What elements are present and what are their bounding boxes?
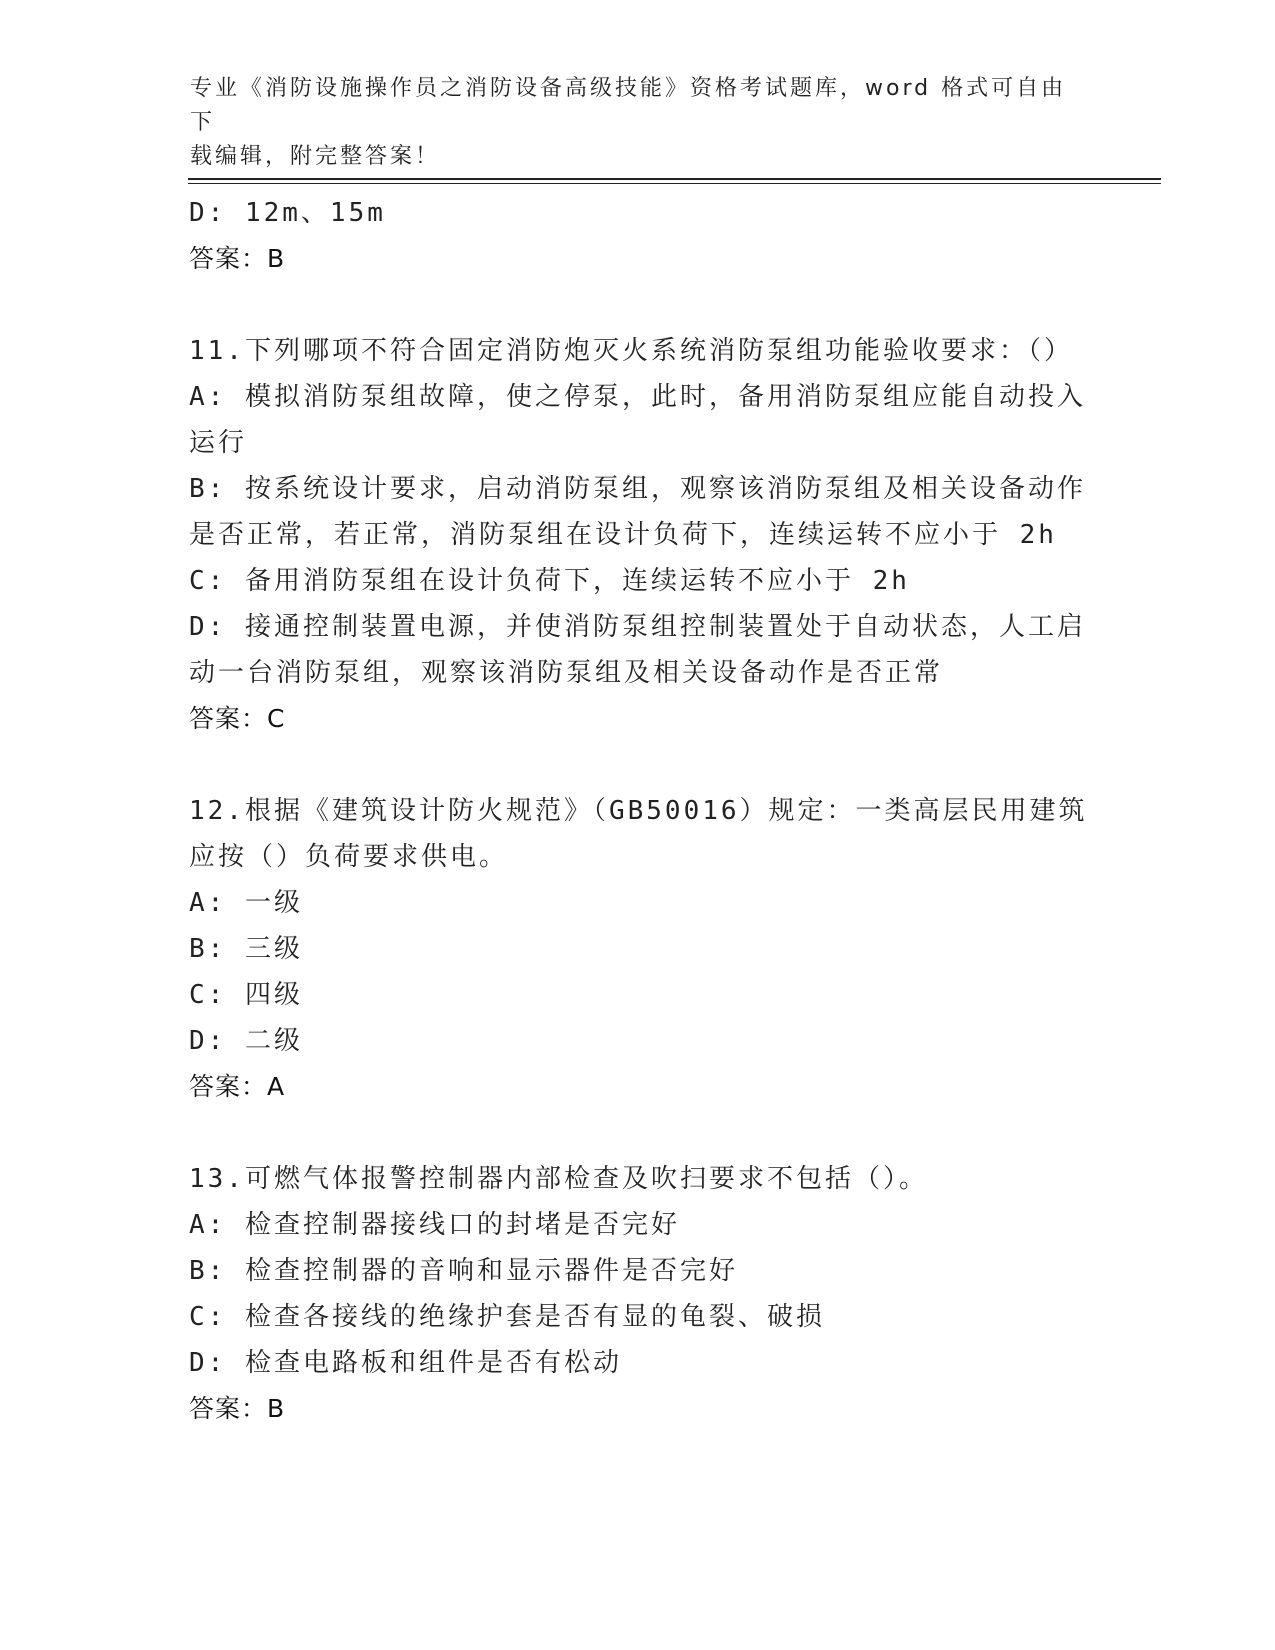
option-b: B: 检查控制器的音响和显示器件是否完好 — [189, 1256, 738, 1286]
answer: 答案：A — [189, 1072, 286, 1101]
option-d: D: 检查电路板和组件是否有松动 — [189, 1348, 622, 1378]
option-c: C: 检查各接线的绝缘护套是否有显的龟裂、破损 — [189, 1302, 825, 1332]
question-13 — [189, 1156, 1089, 1432]
header-line-2: 载编辑，附完整答案！ — [190, 144, 441, 169]
header-rule-thick — [188, 178, 1161, 180]
option-d: D: 接通控制装置电源，并使消防泵组控制装置处于自动状态，人工启 — [189, 612, 1086, 642]
option-b: B: 三级 — [189, 934, 303, 964]
question-11 — [189, 328, 1089, 742]
question-stem: 11.下列哪项不符合固定消防炮灭火系统消防泵组功能验收要求：（） — [189, 336, 1073, 366]
spacer — [189, 1110, 1089, 1156]
document-header — [190, 72, 1090, 174]
prev-option-d: D: 12m、15m — [189, 198, 386, 228]
option-a: A: 检查控制器接线口的封堵是否完好 — [189, 1210, 680, 1240]
prev-answer: 答案：B — [189, 244, 286, 273]
question-stem: 12.根据《建筑设计防火规范》（GB50016）规定：一类高层民用建筑 — [189, 796, 1088, 826]
option-d: D: 二级 — [189, 1026, 303, 1056]
option-b-cont: 是否正常，若正常，消防泵组在设计负荷下，连续运转不应小于 2h — [189, 520, 1057, 550]
option-c: C: 四级 — [189, 980, 303, 1010]
answer: 答案：B — [189, 1394, 286, 1423]
spacer — [189, 742, 1089, 788]
header-rule-thin — [188, 183, 1161, 184]
option-c: C: 备用消防泵组在设计负荷下，连续运转不应小于 2h — [189, 566, 910, 596]
question-stem: 13.可燃气体报警控制器内部检查及吹扫要求不包括（）。 — [189, 1164, 928, 1194]
question-12 — [189, 788, 1089, 1110]
question-content — [189, 190, 1089, 1432]
option-b: B: 按系统设计要求，启动消防泵组，观察该消防泵组及相关设备动作 — [189, 474, 1086, 504]
answer: 答案：C — [189, 704, 286, 733]
option-a: A: 一级 — [189, 888, 303, 918]
option-a-cont: 运行 — [189, 428, 248, 458]
spacer — [189, 282, 1089, 328]
option-d-cont: 动一台消防泵组，观察该消防泵组及相关设备动作是否正常 — [189, 658, 944, 688]
header-line-1: 专业《消防设施操作员之消防设备高级技能》资格考试题库，word 格式可自由下 — [190, 76, 1067, 135]
option-a: A: 模拟消防泵组故障，使之停泵，此时，备用消防泵组应能自动投入 — [189, 382, 1086, 412]
question-stem-cont: 应按（）负荷要求供电。 — [189, 842, 509, 872]
